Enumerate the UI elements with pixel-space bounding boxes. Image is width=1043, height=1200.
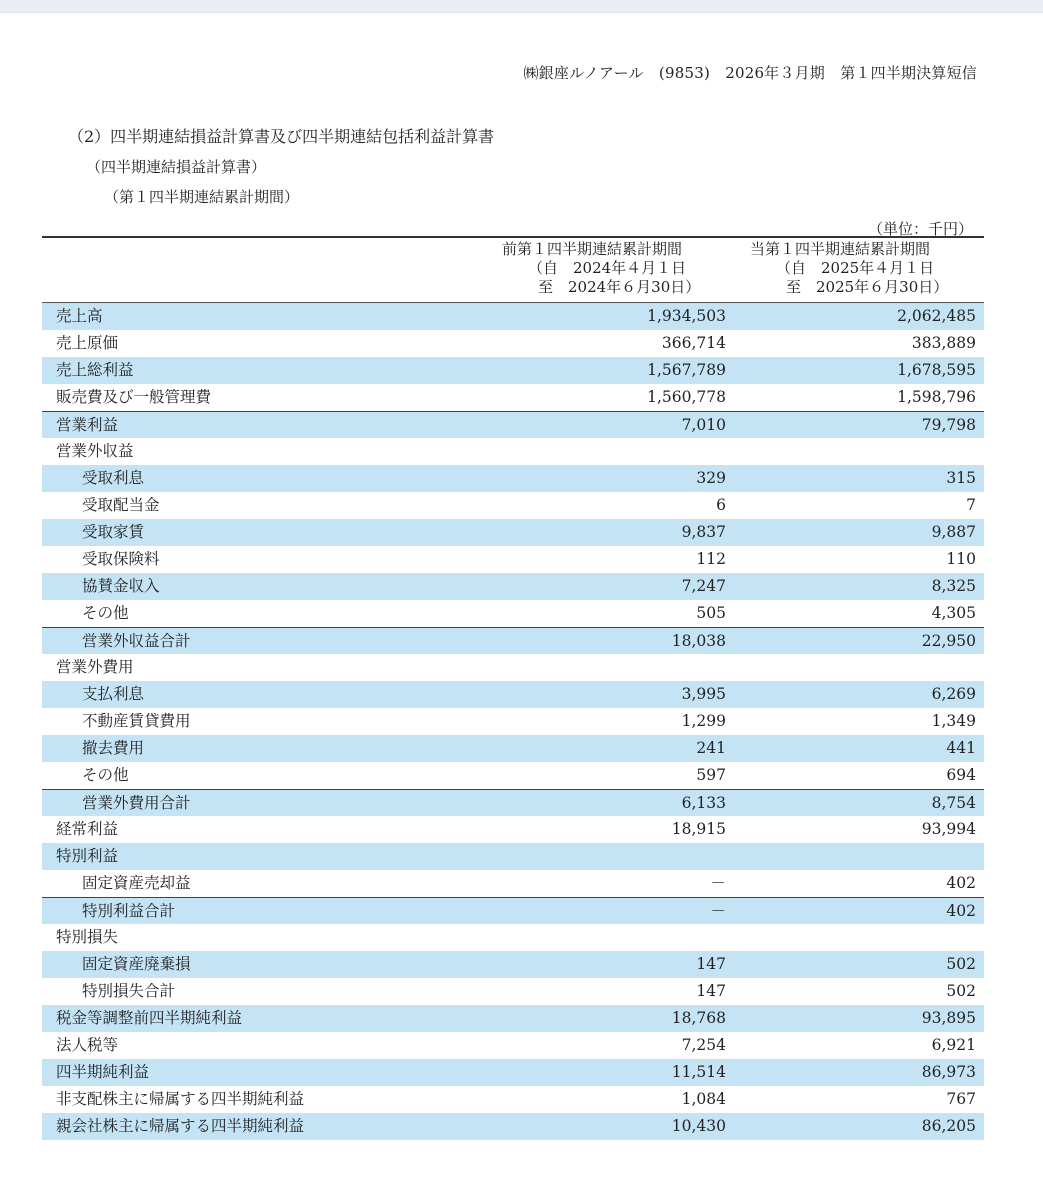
row-label: 特別損失合計 [82,982,176,1000]
row-label: 営業外収益 [56,442,134,460]
row-label: 受取保険料 [82,550,160,568]
prior-period-value: 1,560,778 [647,388,726,406]
prior-period-value: 505 [696,604,726,622]
prior-period-value: － [710,874,726,892]
prior-period-value: 1,934,503 [647,307,726,325]
prior-period-value: 112 [696,550,726,568]
prior-period-value: 10,430 [671,1117,726,1135]
row-label: 受取配当金 [82,496,160,514]
row-label: 営業外費用 [56,658,134,676]
table-row [42,1113,984,1140]
table-row [42,384,984,411]
row-label: 四半期純利益 [56,1063,150,1081]
row-label: 営業外収益合計 [82,632,191,650]
table-row [42,330,984,357]
row-label: 親会社株主に帰属する四半期純利益 [56,1117,305,1135]
table-row [42,1086,984,1113]
period-title: （第１四半期連結累計期間） [104,188,300,206]
table-row [42,708,984,735]
table-row [42,654,984,681]
row-label: 売上高 [56,307,103,325]
table-row [42,492,984,519]
column-header-prior: 前第１四半期連結累計期間 （自 2024年４月１日 至 2024年６月30日） [502,240,701,296]
table-row [42,600,984,627]
unit-label: （単位：千円） [867,220,973,238]
prior-period-value: 7,254 [681,1036,726,1054]
current-period-value: 402 [946,902,976,920]
income-statement-table [42,303,984,1140]
section-title: （2）四半期連結損益計算書及び四半期連結包括利益計算書 [68,127,495,146]
table-row [42,816,984,843]
current-period-value: 1,678,595 [897,361,976,379]
current-period-value: 9,887 [931,523,976,541]
current-period-value: 694 [946,766,976,784]
row-label: 売上総利益 [56,361,134,379]
statement-title: （四半期連結損益計算書） [86,158,267,176]
current-period-value: 93,994 [921,820,976,838]
row-label: 売上原価 [56,334,119,352]
row-label: 法人税等 [56,1036,119,1054]
prior-period-value: 18,038 [671,632,726,650]
current-period-value: 22,950 [921,632,976,650]
current-period-value: 4,305 [931,604,976,622]
current-period-value: 86,205 [921,1117,976,1135]
table-row [42,546,984,573]
table-row [42,438,984,465]
current-period-value: 93,895 [921,1009,976,1027]
current-period-value: 767 [946,1090,976,1108]
table-row [42,735,984,762]
table-row [42,1059,984,1086]
table-header [42,236,984,303]
current-period-value: 383,889 [911,334,976,352]
current-period-value: 110 [946,550,976,568]
row-label: 協賛金収入 [82,577,160,595]
current-period-value: 1,598,796 [897,388,976,406]
table-row [42,465,984,492]
table-row [42,519,984,546]
table-row [42,978,984,1005]
row-label: 特別損失 [56,928,119,946]
prior-period-value: 241 [696,739,726,757]
prior-period-value: 366,714 [661,334,726,352]
prior-period-value: 9,837 [681,523,726,541]
current-period-value: 8,754 [931,794,976,812]
prior-period-value: 18,915 [671,820,726,838]
row-label: 固定資産廃棄損 [82,955,191,973]
prior-period-value: 597 [696,766,726,784]
company-header: ㈱銀座ルノアール (9853) 2026年３月期 第１四半期決算短信 [523,64,977,82]
row-label: 固定資産売却益 [82,874,191,892]
current-period-value: 6,921 [931,1036,976,1054]
current-period-value: 502 [946,982,976,1000]
prior-period-value: 1,299 [681,712,726,730]
table-row [42,1005,984,1032]
prior-period-value: 1,567,789 [647,361,726,379]
row-label: 受取利息 [82,469,145,487]
table-row [42,357,984,384]
current-period-value: 86,973 [921,1063,976,1081]
prior-period-value: 147 [696,982,726,1000]
prior-period-value: 1,084 [681,1090,726,1108]
table-row [42,789,984,816]
current-period-value: 2,062,485 [897,307,976,325]
table-row [42,870,984,897]
table-row [42,627,984,654]
prior-period-value: 6 [716,496,726,514]
row-label: 支払利息 [82,685,145,703]
current-period-value: 402 [946,874,976,892]
table-row [42,411,984,438]
current-period-value: 79,798 [921,416,976,434]
table-row [42,897,984,924]
prior-period-value: 3,995 [681,685,726,703]
row-label: 不動産賃貸費用 [82,712,191,730]
prior-period-value: 147 [696,955,726,973]
column-header-current: 当第１四半期連結累計期間 （自 2025年４月１日 至 2025年６月30日） [750,240,949,296]
current-period-value: 441 [946,739,976,757]
table-row [42,681,984,708]
table-row [42,1032,984,1059]
table-row [42,924,984,951]
prior-period-value: 329 [696,469,726,487]
prior-period-value: 11,514 [671,1063,726,1081]
row-label: 税金等調整前四半期純利益 [56,1009,243,1027]
row-label: 特別利益 [56,847,119,865]
row-label: 非支配株主に帰属する四半期純利益 [56,1090,305,1108]
row-label: 経常利益 [56,820,119,838]
table-row [42,951,984,978]
row-label: 営業利益 [56,416,119,434]
row-label: 特別利益合計 [82,902,176,920]
table-row [42,843,984,870]
current-period-value: 1,349 [931,712,976,730]
prior-period-value: 7,010 [681,416,726,434]
row-label: 受取家賃 [82,523,145,541]
prior-period-value: － [710,902,726,920]
row-label: 販売費及び一般管理費 [56,388,212,406]
table-row [42,762,984,789]
table-row [42,573,984,600]
current-period-value: 315 [946,469,976,487]
prior-period-value: 6,133 [681,794,726,812]
row-label: 撤去費用 [82,739,145,757]
current-period-value: 7 [966,496,976,514]
row-label: その他 [82,604,129,622]
prior-period-value: 18,768 [671,1009,726,1027]
current-period-value: 6,269 [931,685,976,703]
prior-period-value: 7,247 [681,577,726,595]
row-label: 営業外費用合計 [82,794,191,812]
current-period-value: 502 [946,955,976,973]
row-label: その他 [82,766,129,784]
table-row [42,303,984,330]
viewer-top-bar [0,0,1043,13]
current-period-value: 8,325 [931,577,976,595]
